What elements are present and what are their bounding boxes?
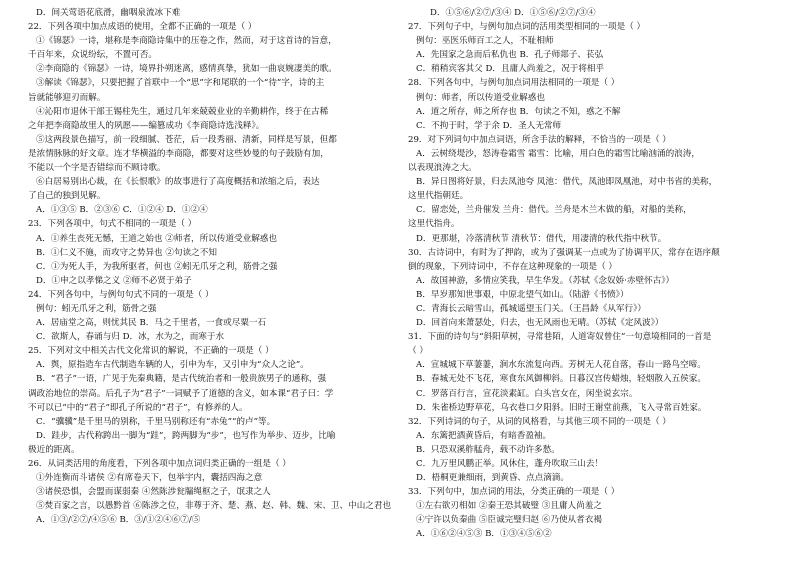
left-line: C．“骥骥”是千里马的别称，千里马别称还有“赤兔”“的卢”等。	[36, 416, 276, 427]
right-line: 例句：师者，所以传道受业解惑也	[416, 92, 545, 103]
left-line: 22．下列各项中加点成语的使用，全都不正确的一项是（ ）	[28, 22, 257, 33]
left-line: ①《锦瑟》一诗，堪称是李商隐诗集中的压卷之作，然而，对于这首诗的旨意，	[36, 36, 337, 47]
left-line: ⑤焚百家之言，以愚黔首 ⑥陈涉之位，非尊于齐、楚、燕、赵、韩、魏、宋、卫、中山之君也	[36, 501, 392, 512]
right-line: D．回首向来萧瑟处，归去，也无风雨也无晴。（苏轼《定风波》）	[416, 318, 664, 329]
left-line: D．间关莺语花底滑，幽咽泉流冰下难	[36, 8, 181, 18]
left-line: 23．下列各项中，句式不相同的一项是（ ）	[28, 219, 197, 230]
right-line: 以表现浪涛之大。	[408, 163, 477, 174]
right-line: B．异日图将好景，归去凤池夸 凤池：借代，凤池即凤凰池，对中书省的美称，	[416, 177, 718, 188]
left-line: A．舆，原指造车古代制造车辆的人，引申为车，又引申为“众人之论”。	[36, 360, 309, 371]
left-line: C．欲斯人，春诵与归 D．冰，水为之，而寒于水	[36, 332, 225, 343]
right-column	[408, 6, 778, 542]
right-line: 29．对下列词句中加点词语，所含手法的解释，不恰当的一项是（ ）	[408, 134, 671, 145]
left-line: 调政治地位的崇高。后孔子为“君子”一词赋予了道德的含义，如本课“君子曰：学	[28, 388, 334, 399]
right-line: C．罗落百行言，宣花淡素缸。白头宫女在，闲坐说玄宗。	[416, 388, 638, 399]
right-line: C．留恋处，兰舟催发 兰舟：借代。兰舟是木兰木做的船，对船的美称，	[416, 205, 692, 216]
right-line: 这里代指舟。	[408, 219, 460, 230]
left-line: A．①③⑤ B．②③⑥ C．①②④ D．①②④	[36, 205, 208, 216]
right-line: 30．古诗词中，有时为了押韵，或为了强调某一点或为了协调平仄，常存在语序颠	[408, 247, 720, 258]
left-line: 了自己的独到见解。	[28, 191, 106, 202]
left-line: A．①③/②⑦/④⑤⑥ B．③/①②④⑥⑦/⑤	[36, 515, 201, 526]
right-line: A．先国家之急而后私仇也 B．孔子师郯子、苌弘	[416, 50, 604, 61]
right-line: 这里代指朝廷。	[408, 191, 469, 202]
left-line: 不能以一个字是否错综而不顾诗歌。	[28, 163, 166, 174]
right-line: A．东篱把酒黄昏后，有暗香盈袖。	[416, 430, 552, 441]
right-line: A．宣城城下草萋萋，涧水东流复向西。芳树无人花自落，春山一路鸟空啼。	[416, 360, 706, 371]
left-line: D．跬步，古代称跨出一脚为“跬”，跨两脚为“步”，也写作为举步、迈步，比喻	[36, 430, 336, 441]
right-line: A．云树绕堤沙，怒涛卷霜雪 霜雪：比喻，用白色的霜雪比喻汹涌的浪涛，	[416, 148, 700, 159]
left-line: 是浓情脉脉的好文章。连才华横溢的李商隐，都要对这些妙曼的句子鼓励有加，	[28, 148, 329, 159]
right-line: （ ）	[408, 346, 428, 357]
left-line: ①外连衡而斗诸侯 ②有席卷天下，包举宇内，囊括四海之意	[36, 473, 263, 484]
right-line: A．①⑥②④⑤③ B．①③④⑤⑥②	[416, 529, 552, 540]
right-line: D．①⑤⑥/②⑦/③④ D．①⑤⑥/②⑦/③④	[430, 8, 596, 18]
right-line: 倒的现象，下列诗词中，不存在这种现象的一项是（ ）	[408, 261, 617, 272]
right-line: B．春城无处不飞花，寒食东风御柳斜。日暮汉宫传蜡烛，轻烟散入五侯家。	[416, 374, 706, 385]
right-line: D．更那堪，冷落清秋节 清秋节：借代，用凄清的秋代指中秋节。	[416, 233, 667, 244]
right-line: 27．下列句子中，与例句加点词的活用类型相同的一项是（ ）	[408, 22, 646, 33]
right-line: 33．下列句中，加点词的用法，分类正确的一项是（ ）	[408, 487, 620, 498]
left-line: 极近的距离。	[28, 444, 80, 455]
left-line: C．①为死人手，为我所驱者，何也 ②蚓无爪牙之利，筋骨之强	[36, 261, 278, 272]
left-column	[28, 6, 398, 527]
right-line: 31．下面的诗句与“斜阳草树，寻常巷陌，人道寄奴曾住”一句意境相同的一首是	[408, 332, 712, 343]
right-line: C．九万里风鹏正举。风休住，蓬舟吹取三山去！	[416, 459, 604, 469]
left-line: ②李商隐的《锦瑟》一诗，境界扑朔迷离，感情真挚，犹如一曲哀婉凄美的歌。	[36, 64, 337, 75]
right-line: B．早岁那知世事艰，中原北望气如山。（陆游《书愤》）	[416, 289, 629, 300]
right-line: 28．下列各句中，与例句加点词用法相同的一项是（ ）	[408, 78, 620, 89]
right-line: C．不拘于时，学于余 D．圣人无常师	[416, 120, 562, 131]
right-line: D．梧桐更兼细雨，到黄昏、点点滴滴。	[416, 473, 569, 484]
left-line: ③解读《锦瑟》，只要把握了首联中一个“思”字和尾联的一个“待”字，诗的主	[36, 78, 325, 89]
left-line: B．“君子”一语，广见于先秦典籍，是古代统治者和一般贵族男子的通称，强	[36, 374, 327, 385]
column-divider	[397, 0, 398, 561]
left-line: 24．下列各句中，与例句句式不同的一项是（ ）	[28, 289, 214, 300]
right-line: D．朱雀桥边野草花，乌衣巷口夕阳斜。旧时王谢堂前燕，飞入寻常百姓家。	[416, 402, 707, 413]
left-line: B．①仁义不施，而攻守之势异也 ②句读之不知	[36, 247, 217, 258]
left-line: A．①养生丧死无憾，王道之始也 ②师者，所以传道受业解惑也	[36, 233, 277, 244]
left-line: 不可以已”中的“君子”即孔子所说的“君子”，有修养的人。	[28, 402, 248, 413]
right-line: C．青海长云暗雪山，孤城遥望玉门关。（王昌龄《从军行》）	[416, 303, 647, 314]
right-line: A．故国神游，多情应笑我，早生华发。（苏轼《念奴娇·赤壁怀古》）	[416, 275, 675, 286]
right-line: ①左右欲刃相如 ②秦王恐其破璧 ③且庸人尚羞之	[416, 501, 602, 512]
left-line: 旨就能够迎刃而解。	[28, 92, 106, 103]
right-line: B．只恐双溪舴艋舟，载不动许多愁。	[416, 444, 560, 455]
left-line: ④沁阳市退休干部王锡柱先生，通过几年来兢兢业业的辛勤耕作，终于在古稀	[36, 106, 329, 117]
left-line: ③诸侯恐惧，会盟而谋弱秦 ④然陈涉瓮牖绳枢之子，氓隶之人	[36, 487, 271, 498]
right-line: C．稍稍宾客其父 D．且庸人尚羞之，况于将相乎	[416, 64, 605, 75]
left-line: D．①申之以孝悌之义 ②师不必贤于弟子	[36, 275, 192, 286]
left-line: 千百年来，众说纷纭，不置可否。	[28, 50, 157, 61]
left-line: 25．下列对文中相关古代文化常识的解说，不正确的一项是（ ）	[28, 346, 274, 357]
left-line: ⑥白居易别出心裁，在《长恨歌》的故事进行了高度概括和浓缩之后，表达	[36, 177, 320, 188]
right-line: A．道之所存，师之所存也 B．句读之不知，惑之不解	[416, 106, 621, 117]
left-line: ⑤这两段景色描写，前一段细腻、苍茫，后一段秀丽、清新，同样是写景，但都	[36, 134, 337, 145]
right-line: 例句：巫医乐师百工之人，不耻相师	[416, 36, 554, 47]
left-line: 之年把李商隐故里人的夙愿——编篡成功《李商隐诗选浅释》。	[28, 120, 265, 131]
right-line: ④宁许以负秦曲 ⑤臣诚完璧归赵 ⑥乃使从者衣褐	[416, 515, 602, 526]
left-line: A．居庙堂之高，则忧其民 B．马之千里者，一食或尽粟一石	[36, 318, 267, 329]
left-line: 26．从词类活用的角度看，下列各项中加点词归类正确的一组是（ ）	[28, 459, 291, 469]
left-line: 例句：蚓无爪牙之利，筋骨之强	[36, 303, 157, 314]
right-line: 32．下列诗词的句子，从词的风格看，与其他三项不同的一项是（ ）	[408, 416, 671, 427]
